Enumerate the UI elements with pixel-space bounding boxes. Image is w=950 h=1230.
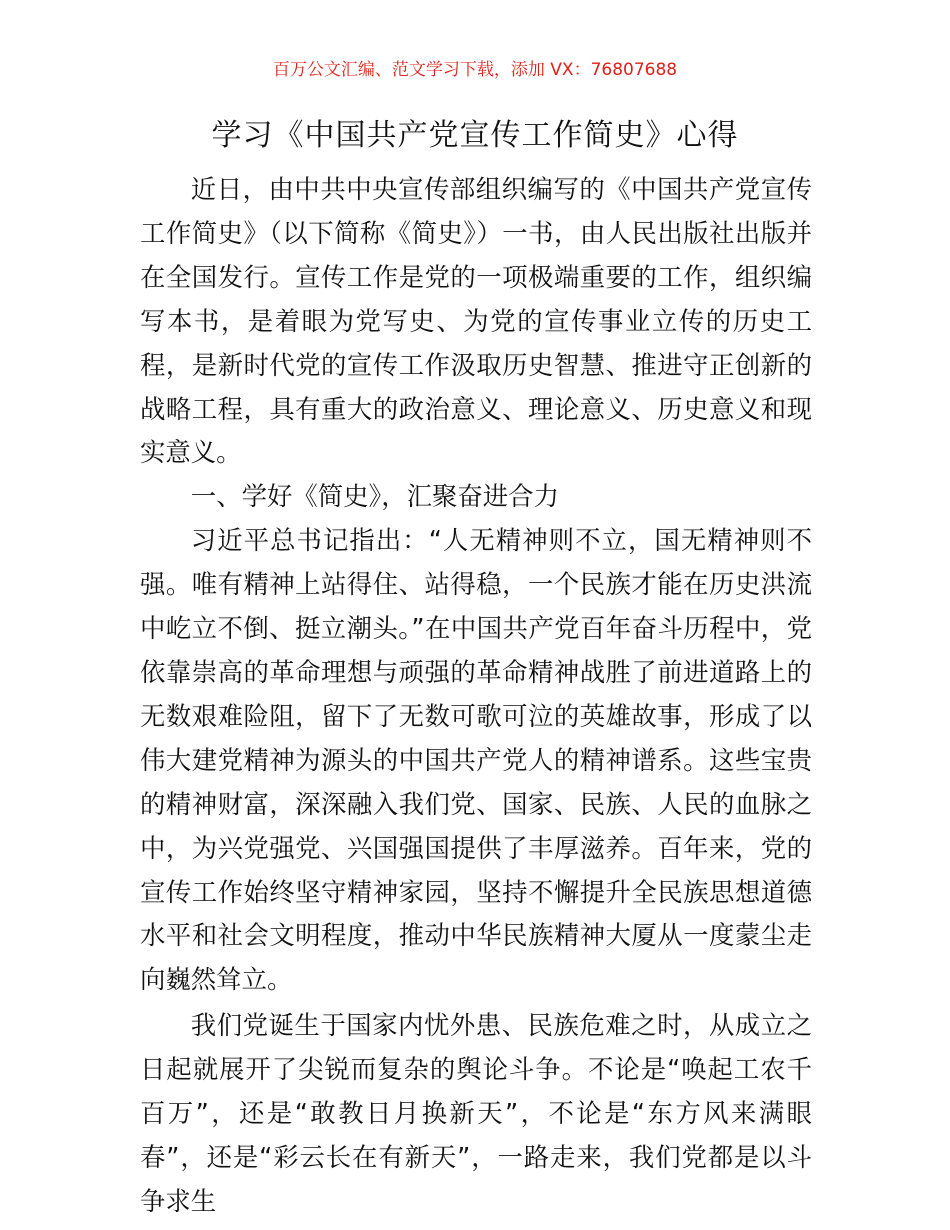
paragraph-spirit: 习近平总书记指出：“人无精神则不立，国无精神则不强。唯有精神上站得住、站得稳，一个民族才能在历史洪流中屹立不倒、挺立潮头。”在中国共产党百年奋斗历程中，党依靠崇高的革命理想与顽强的革命精神战胜了前进道路上的无数艰难险阻，留下了无数可歌可泣的英雄故事，形成了以伟大建党精神为源头的中国共产党人的精神谱系。这些宝贵的精神财富，深深融入我们党、国家、民族、人民的血脉之中，为兴党强党、兴国强国提供了丰厚滋养。百年来，党的宣传工作始终坚守精神家园，坚持不懈提升全民族思想道德水平和社会文明程度，推动中华民族精神大厦从一度蒙尘走向巍然耸立。 [140, 525, 812, 995]
document-body [140, 168, 812, 1224]
promo-header: 百万公文汇编、范文学习下载，添加 VX：76807688 [272, 60, 678, 80]
paragraph-struggle: 我们党诞生于国家内忧外患、民族危难之时，从成立之日起就展开了尖锐而复杂的舆论斗争。不论是“唤起工农千百万”，还是“敢教日月换新天”，不论是“东方风来满眼春”，还是“彩云长在有新天”，一路走来，我们党都是以斗争求生 [140, 1010, 812, 1216]
section-heading-1: 一、学好《简史》，汇聚奋进合力 [190, 481, 559, 512]
page-title: 学习《中国共产党宣传工作简史》心得 [211, 118, 739, 153]
paragraph-intro: 近日，由中共中央宣传部组织编写的《中国共产党宣传工作简史》（以下简称《简史》）一书，由人民出版社出版并在全国发行。宣传工作是党的一项极端重要的工作，组织编写本书，是着眼为党写史、为党的宣传事业立传的历史工程，是新时代党的宣传工作汲取历史智慧、推进守正创新的战略工程，具有重大的政治意义、理论意义、历史意义和现实意义。 [140, 174, 812, 468]
